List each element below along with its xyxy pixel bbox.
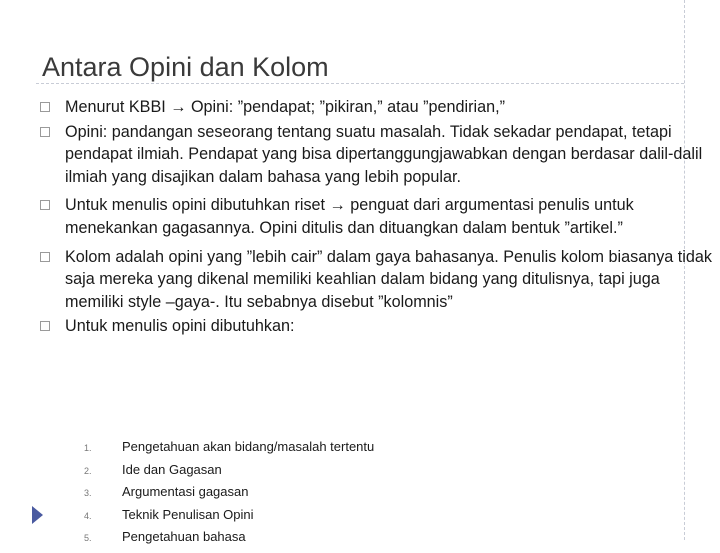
slide-title: Antara Opini dan Kolom [42, 52, 329, 82]
checkbox-bullet-icon [40, 127, 50, 137]
title-divider [36, 83, 684, 84]
item-text: Teknik Penulisan Opini [122, 506, 254, 522]
item-number: 5. [84, 533, 92, 543]
item-number: 2. [84, 465, 92, 476]
bullet-text: Opini: pandangan seseorang tentang suatu masalah. Tidak sekadar pendapat, tetapi pendapat ilmiah. Pendapat yang bisa dipertanggungjawabkan dengan berdasar dalil-dalil ilmiah yang disajikan dalam bahasa yang lebih popular. [65, 122, 703, 186]
numbered-item [84, 440, 374, 463]
bullet-text-post: penguat dari argumentasi penulis untuk menekankan gagasannya. Opini ditulis dan dituangkan dalam bentuk ”artikel.” [65, 196, 634, 237]
item-number: 1. [84, 443, 92, 453]
numbered-list [84, 440, 374, 553]
checkbox-bullet-icon [40, 102, 50, 112]
numbered-item [84, 485, 374, 508]
item-text: Pengetahuan akan bidang/masalah tertentu [122, 439, 375, 454]
bullet-item [40, 96, 715, 119]
bullet-text: Kolom adalah opini yang ”lebih cair” dalam gaya bahasanya. Penulis kolom biasanya tidak saja mereka yang dikenal memiliki keahlian dalam bidang yang ditulisnya, tapi juga memiliki style –gaya-. Itu sebabnya disebut ”kolomnis” [65, 247, 712, 311]
bullet-list [40, 96, 715, 338]
checkbox-bullet-icon [40, 321, 50, 331]
item-text: Argumentasi gagasan [122, 484, 249, 499]
item-text: Pengetahuan bahasa [122, 529, 246, 544]
bullet-item [40, 315, 715, 338]
bullet-text-post: Opini: ”pendapat; ”pikiran,” atau ”pendirian,” [186, 98, 505, 116]
numbered-item [84, 463, 374, 486]
slide-arrow-icon [32, 506, 43, 524]
item-number: 4. [84, 510, 92, 521]
numbered-item [84, 530, 374, 553]
bullet-text-pre: Menurut KBBI [65, 98, 171, 116]
numbered-item [84, 508, 374, 531]
checkbox-bullet-icon [40, 252, 50, 262]
checkbox-bullet-icon [40, 200, 50, 210]
bullet-item [40, 194, 715, 239]
bullet-text-pre: Untuk menulis opini dibutuhkan riset [65, 196, 330, 215]
item-text: Ide dan Gagasan [122, 461, 222, 477]
item-number: 3. [84, 488, 92, 498]
arrow-right-icon: → [329, 196, 346, 215]
bullet-text: Untuk menulis opini dibutuhkan: [65, 317, 295, 336]
bullet-item [40, 121, 715, 189]
bullet-item [40, 246, 715, 314]
arrow-right-icon: → [170, 98, 187, 116]
